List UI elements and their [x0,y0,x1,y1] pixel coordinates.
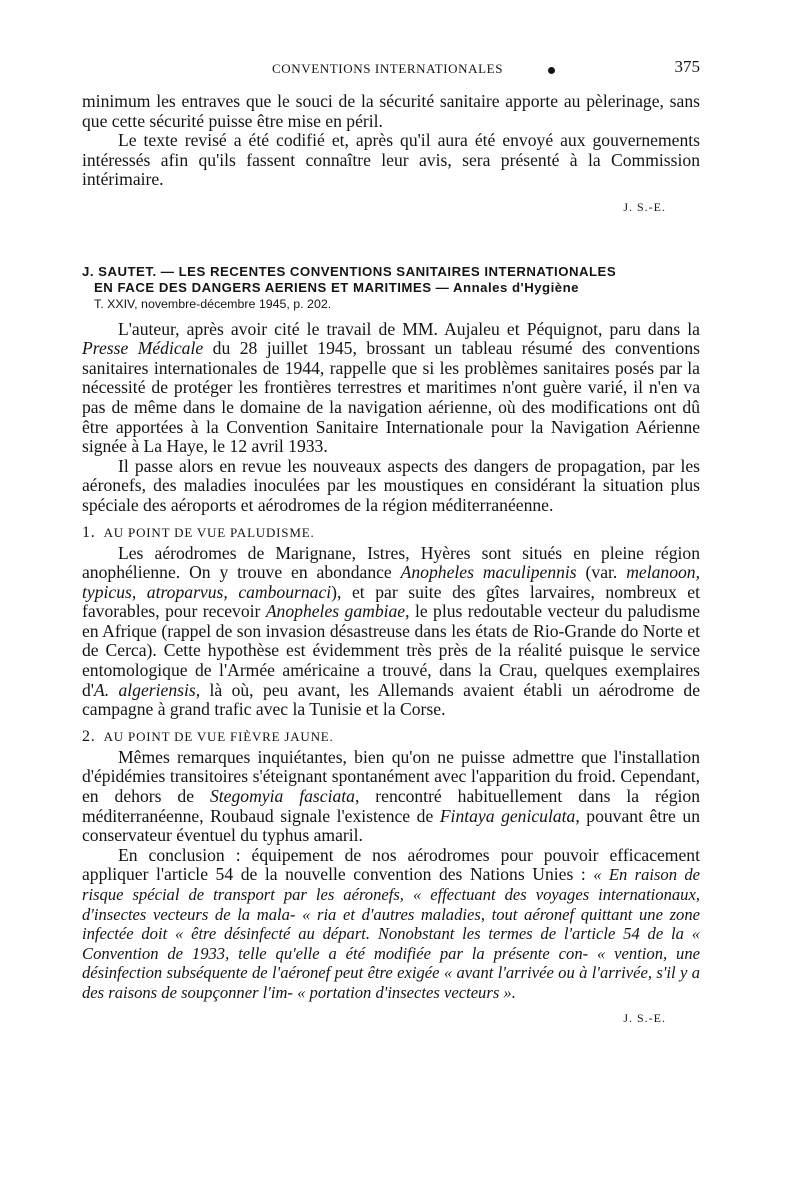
paragraph-author-summary [82,320,700,457]
biblio-line-1: J. SAUTET. — LES RECENTES CONVENTIONS SANITAIRES INTERNATIONALES [82,263,617,279]
signature: J. S.-E. [623,199,666,214]
section-number: 2. [82,727,96,745]
paragraph-revised-text: Le texte revisé a été codifié et, après qu'il aura été envoyé aux gouvernements intéressés afin qu'ils fassent connaître leur avis, sera présenté à la Commission intérimaire. [82,130,700,190]
article-54-quote: « En raison de risque spécial de transport par les aéronefs, « effectuant des voyages internationaux, d'insectes vecteurs de la mala- « ria et d'autres maladies, tout aéronef quittant une zone infectée doit « être désinfecté au départ. Nonobstant les termes de l'article 54 de la « Convention de 1933, telle qu'elle a été modifiée par la présente con- « vention, une désinfection subséquente de l'aéronef peut être exigée « avant l'arrivée ou à l'arrivée, s'il y a des raisons de soupçonner l'im- « portation d'insectes vecteurs ». [82,865,700,1002]
text-run: Les aérodromes de Marignane, Istres, Hyères sont situés en pleine région anophélienne. On y trouve en abondance [82,542,700,583]
species-name: Fintaya geniculata [439,805,576,826]
text-run: ), et par suite des gîtes larvaires, nombreux et favorables, pour recevoir [82,581,700,622]
paragraph-paludisme [82,544,700,720]
text-run: , là où, peu avant, les Allemands avaient établi un aérodrome de campagne à grand trafic avec la Tunisie et la Corse. [82,679,700,720]
paragraph-propagation: Il passe alors en revue les nouveaux aspects des dangers de propagation, par les aéronefs, des maladies inoculées par les moustiques en considérant la situation plus spéciale des aéroports et aérodromes de la région méditerranéenne. [82,455,700,515]
section-heading-paludisme [82,524,700,542]
text-run: , rencontré habituellement dans la région méditerranéenne, Roubaud signale l'existence de [82,786,700,826]
page-header [84,57,700,81]
section-number: 1. [82,523,96,541]
biblio-line-2: EN FACE DES DANGERS AERIENS ET MARITIMES — Annales d'Hygiène [94,279,579,295]
text-run: L'auteur, après avoir cité le travail de MM. Aujaleu et Péquignot, paru dans la [118,318,700,339]
journal-title: Presse Médicale [82,338,204,359]
bibliographic-reference [82,264,700,312]
text-run: , le plus redoutable vecteur du paludisme en Afrique (rappel de son invasion désastreuse dans les états de Rio-Grande do Norte et de Cerca). Cette hypothèse est évidemment très près de la réalité puisque le service entomologique de l'Armée américaine a trouvé, dans la Crau, quelques exemplaires d' [82,601,700,700]
section-title: AU POINT DE VUE PALUDISME. [103,524,315,540]
page-number: 375 [674,57,700,76]
biblio-line-3: T. XXIV, novembre-décembre 1945, p. 202. [94,296,332,311]
section-heading-fievre-jaune [82,728,700,746]
page-content [82,92,700,1028]
species-varieties: melanoon, typicus, atroparvus, cambournaci [82,562,700,602]
text-run: du 28 juillet 1945, brossant un tableau résumé des conventions sanitaires internationales de 1944, rappelle que si les problèmes sanitaires posés par la nécessité de protéger les frontières terrestres et maritimes n'ont guère varié, il n'en va pas de même dans le domaine de la navigation aérienne, où des modifications ont dû être apportées à la Convention Sanitaire Internationale pour la Navigation Aérienne signée à La Haye, le 12 avril 1933. [82,338,700,457]
signature: J. S.-E. [623,1010,666,1025]
running-title: CONVENTIONS INTERNATIONALES [272,61,504,76]
paragraph-continuation: minimum les entraves que le souci de la sécurité sanitaire apporte au pèlerinage, sans que cette sécurité puisse être mise en péril. [82,91,700,131]
text-run: En conclusion : équipement de nos aérodromes pour pouvoir efficacement appliquer l'article 54 de la nouvelle convention des Nations Unies : [82,844,700,885]
text-run: , pouvant être un conservateur éventuel du typhus amaril. [82,805,701,846]
text-run: (var. [576,562,627,583]
paragraph-fievre-jaune [82,748,700,846]
section-title: AU POINT DE VUE FIÈVRE JAUNE. [103,728,334,744]
ink-dot [548,67,555,74]
species-name: Anopheles maculipennis [400,562,577,583]
text-run: Mêmes remarques inquiétantes, bien qu'on ne puisse admettre que l'installation d'épidémies transitoires s'éteignant spontanément avec l'apparition du froid. Cependant, en dehors de [82,746,700,807]
species-name: A. algeriensis [93,679,196,700]
paragraph-conclusion [82,846,700,1003]
species-name: Anopheles gambiae [265,601,406,622]
species-name: Stegomyia fasciata [209,786,355,807]
